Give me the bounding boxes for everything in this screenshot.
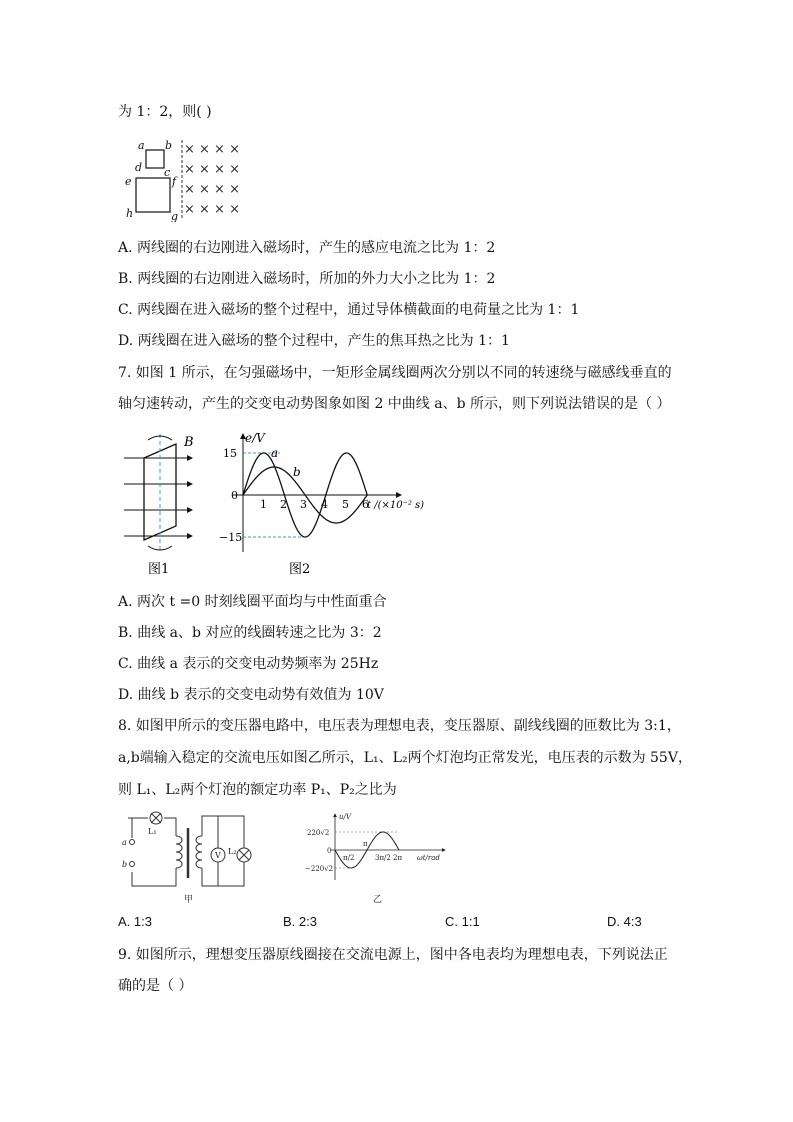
large-coil <box>136 178 170 212</box>
x-tick-5: 5 <box>342 498 349 511</box>
y-tick-0: 0 <box>231 489 238 502</box>
q8-stem-line3: 则 L₁、L₂两个灯泡的额定功率 P₁、P₂之比为 <box>118 782 397 798</box>
terminal-b <box>130 862 135 867</box>
q6-coils-in-field-figure <box>120 136 255 222</box>
q8-stem-line2: a,b端输入稳定的交流电压如图乙所示，L₁、L₂两个灯泡均正常发光，电压表的示数为 55V， <box>118 750 692 766</box>
q8-figure-jia-circuit <box>118 810 268 906</box>
q6-stem-tail: 为 1：2，则( ) <box>118 104 212 120</box>
q7-stem-line2: 轴匀速转动，产生的交变电动势图象如图 2 中曲线 a、b 所示，则下列说法错误的是（ ） <box>118 396 671 412</box>
label-e: e <box>125 175 132 188</box>
label-b: b <box>165 139 173 152</box>
curve-label-b: b <box>293 465 301 479</box>
svg-text:× × × ×: × × × × <box>184 202 240 217</box>
x-axis-label: ωt/rad <box>417 854 440 862</box>
q7-option-a: A. 两次 t =0 时刻线圈平面均与中性面重合 <box>118 594 387 610</box>
q7-stem-line1: 7. 如图 1 所示，在匀强磁场中，一矩形金属线圈两次分别以不同的转速绕与磁感线垂直的 <box>118 365 672 381</box>
x-tick-1: 1 <box>260 498 267 511</box>
q7-option-b: B. 曲线 a、b 对应的线圈转速之比为 3：2 <box>118 625 382 641</box>
y-tick-top: 220√2 <box>307 829 330 837</box>
field-label-b: B <box>184 435 194 450</box>
q8-option-c: C. 1:1 <box>445 914 480 929</box>
y-tick-bottom: −220√2 <box>305 865 334 873</box>
q7-figure2-emf-graph <box>215 430 430 580</box>
q7-figure1-rotating-coil <box>118 430 208 580</box>
figure1-caption: 图1 <box>148 562 170 577</box>
small-coil <box>146 150 164 168</box>
q6-option-d: D. 两线圈在进入磁场的整个过程中，产生的焦耳热之比为 1：1 <box>118 333 510 349</box>
q9-stem-line2: 确的是（ ） <box>118 978 193 994</box>
label-a: a <box>122 838 127 847</box>
x-tick-2pi: 2π <box>393 854 403 862</box>
magnetic-field-cross-marks <box>184 142 240 217</box>
label-b: b <box>122 860 128 869</box>
figure-jia-caption: 甲 <box>184 895 194 905</box>
y-axis-label: e/V <box>245 431 265 445</box>
x-tick-2: 2 <box>280 498 287 511</box>
label-f: f <box>172 175 177 188</box>
x-ticks <box>260 498 369 511</box>
x-tick-pi-over-2: π/2 <box>343 854 355 862</box>
svg-text:× × × ×: × × × × <box>184 182 240 197</box>
figure2-caption: 图2 <box>289 562 311 577</box>
q6-option-a: A. 两线圈的右边刚进入磁场时，产生的感应电流之比为 1：2 <box>118 240 496 256</box>
y-axis-label: u/V <box>339 813 351 821</box>
x-tick-pi: π <box>363 840 368 848</box>
field-lines <box>124 458 192 536</box>
terminal-a <box>130 840 135 845</box>
y-tick-neg15: −15 <box>219 531 243 544</box>
q8-stem-line1: 8. 如图甲所示的变压器电路中，电压表为理想电表，变压器原、副线线圈的匝数比为 3:1， <box>118 718 681 734</box>
x-tick-3pi-over-2: 3π/2 <box>375 854 391 862</box>
q7-option-d: D. 曲线 b 表示的交变电动势有效值为 10V <box>118 687 384 703</box>
label-h: h <box>126 207 134 220</box>
x-tick-6: 6 <box>362 498 369 511</box>
q8-figure-yi-voltage-graph <box>305 810 455 906</box>
y-tick-0: 0 <box>327 847 332 855</box>
q7-option-c: C. 曲线 a 表示的交变电动势频率为 25Hz <box>118 656 379 672</box>
label-d: d <box>135 161 143 174</box>
svg-text:× × × ×: × × × × <box>184 162 240 177</box>
x-axis-label: t /(×10⁻² s) <box>367 500 425 511</box>
q6-option-c: C. 两线圈在进入磁场的整个过程中，通过导体横截面的电荷量之比为 1：1 <box>118 302 580 318</box>
svg-text:× × × ×: × × × × <box>184 142 240 157</box>
q6-option-b: B. 两线圈的右边刚进入磁场时，所加的外力大小之比为 1：2 <box>118 271 496 287</box>
label-v: V <box>215 851 221 860</box>
label-l1: L₁ <box>148 827 157 836</box>
label-l2: L₂ <box>228 847 237 856</box>
label-c: c <box>164 166 171 179</box>
figure-yi-caption: 乙 <box>373 895 383 905</box>
label-g: g <box>171 210 179 222</box>
x-tick-3: 3 <box>300 498 307 511</box>
x-tick-4: 4 <box>321 498 328 511</box>
q9-stem-line1: 9. 如图所示，理想变压器原线圈接在交流电源上，图中各电表均为理想电表，下列说法正 <box>118 947 668 963</box>
y-tick-15: 15 <box>223 447 237 460</box>
primary-coil <box>176 836 182 868</box>
curve-label-a: a <box>271 446 279 460</box>
q8-option-b: B. 2:3 <box>283 914 317 929</box>
q8-option-a: A. 1:3 <box>118 914 152 929</box>
label-a: a <box>138 139 145 152</box>
secondary-coil <box>196 836 202 868</box>
q8-option-d: D. 4:3 <box>607 914 642 929</box>
